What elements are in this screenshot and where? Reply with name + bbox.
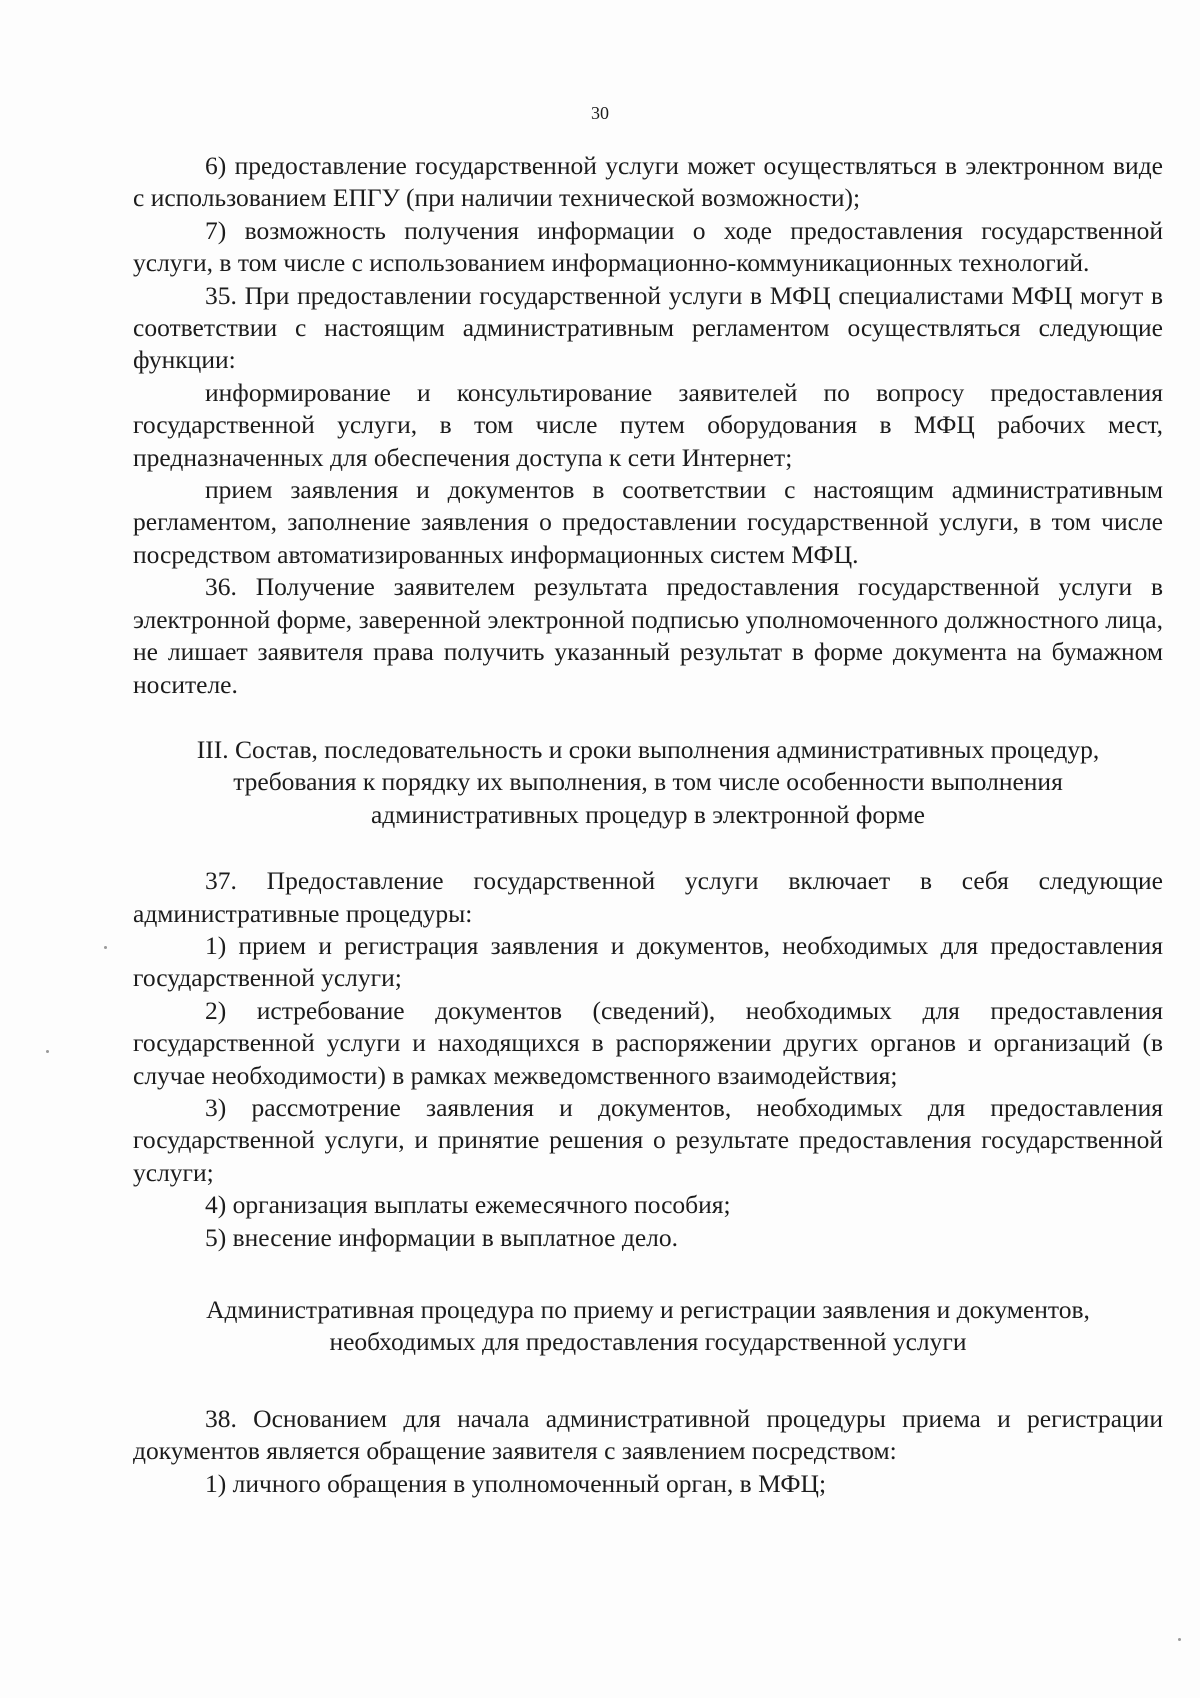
- list-item-procedure-4: 4) организация выплаты ежемесячного пособия;: [205, 1190, 731, 1220]
- section-heading-3: [133, 734, 1163, 831]
- scan-speck: [46, 1050, 49, 1053]
- list-item-appeal-1: 1) личного обращения в уполномоченный орган, в МФЦ;: [205, 1468, 827, 1498]
- paragraph-38: 38. Основанием для начала административной процедуры приема и регистрации документов является обращение заявителя с заявлением посредством:: [133, 1403, 1163, 1466]
- subsection-heading-line: Административная процедура по приему и регистрации заявления и документов,: [206, 1295, 1090, 1324]
- subsection-heading: [133, 1294, 1163, 1359]
- paragraph-36: 36. Получение заявителем результата предоставления государственной услуги в электронной форме, заверенной электронной подписью уполномоченного должностного лица, не лишает заявителя права получить указанный результат в форме документа на бумажном носителе.: [133, 572, 1163, 699]
- document-body: [133, 150, 1163, 1500]
- section-heading-line: административных процедур в электронной форме: [370, 799, 925, 829]
- list-item-procedure-1: 1) прием и регистрация заявления и документов, необходимых для предоставления государственной услуги;: [133, 930, 1163, 993]
- paragraph-item-7: 7) возможность получения информации о ходе предоставления государственной услуги, в том числе с использованием информационно-коммуникационных технологий.: [133, 215, 1163, 278]
- page-number: 30: [591, 103, 609, 123]
- scan-speck: [1178, 1638, 1181, 1641]
- paragraph-37: 37. Предоставление государственной услуги включает в себя следующие административные процедуры:: [133, 866, 1163, 928]
- list-item-procedure-2: 2) истребование документов (сведений), необходимых для предоставления государственной услуги и находящихся в распоряжении других органов и организаций (в случае необходимости) в рамках межведомственного взаимодействия;: [133, 995, 1163, 1090]
- scan-speck: [104, 946, 107, 949]
- paragraph-35: 35. При предоставлении государственной услуги в МФЦ специалистами МФЦ могут в соответствии с настоящим административным регламентом осуществляться следующие функции:: [133, 280, 1163, 375]
- paragraph-function-reception: прием заявления и документов в соответствии с настоящим административным регламентом, заполнение заявления о предоставлении государственной услуги, в том числе посредством автоматизированных информационных систем МФЦ.: [133, 475, 1163, 569]
- section-heading-line: требования к порядку их выполнения, в том числе особенности выполнения: [233, 767, 1063, 797]
- section-heading-line: III. Состав, последовательность и сроки выполнения административных процедур,: [196, 734, 1100, 764]
- list-item-procedure-3: 3) рассмотрение заявления и документов, необходимых для предоставления государственной услуги, и принятие решения о результате предоставления государственной услуги;: [133, 1092, 1163, 1187]
- list-item-procedure-5: 5) внесение информации в выплатное дело.: [205, 1222, 679, 1252]
- paragraph-item-6: 6) предоставление государственной услуги может осуществляться в электронном виде с использованием ЕПГУ (при наличии технической возможности);: [133, 151, 1163, 213]
- subsection-heading-line: необходимых для предоставления государственной услуги: [329, 1327, 967, 1357]
- paragraph-function-informing: информирование и консультирование заявителей по вопросу предоставления государственной услуги, в том числе путем оборудования в МФЦ рабочих мест, предназначенных для обеспечения доступа к сети Интернет;: [133, 377, 1163, 472]
